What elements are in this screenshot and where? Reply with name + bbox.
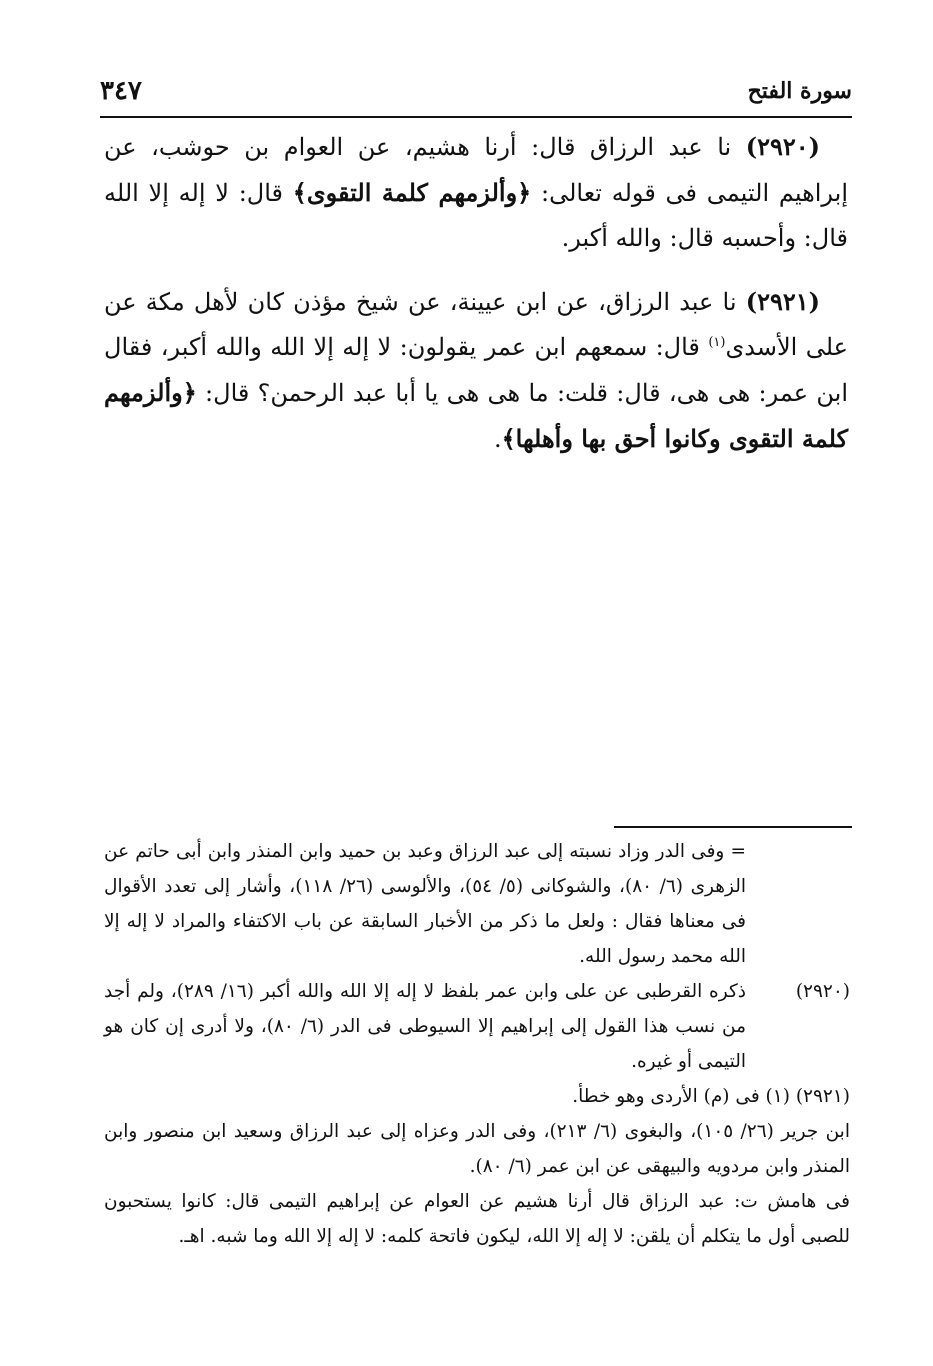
footnote-text: ابن جرير (٢٦/ ١٠٥)، والبغوى (٦/ ٢١٣)، وفى الدر وعزاه إلى عبد الرزاق وسعيد ابن منصور وابن المنذر وابن مردويه والبيهقى عن ابن عمر (٦/ ٨٠). <box>104 1121 850 1177</box>
header-rule <box>100 116 852 118</box>
hadith-number: (٢٩٢٠) <box>745 132 820 161</box>
surah-title: سورة الفتح <box>747 78 852 104</box>
hadith-text: قال: سمعهم ابن عمر يقولون: لا إله إلا الله والله أكبر، فقال ابن عمر: هى هى، قال: قلت: ما هى هى يا أبا عبد الرحمن؟ قال: <box>104 333 848 407</box>
hadith-2920 <box>104 124 848 261</box>
footnote-label: (٢٩٢٠) <box>795 981 850 1002</box>
footnote-text: = وفى الدر وزاد نسبته إلى عبد الرزاق وعبد بن حميد وابن المنذر وابن أبى حاتم عن الزهرى (٦/ ٨٠)، والشوكانى (٥/ ٥٤)، والألوسى (٢٦/ ١١٨)، وأشار إلى تعدد الأقوال فى معناها فقال : ولعل ما ذكر من الأخبار السابقة عن باب الاكتفاء والمراد لا إله إلا الله محمد رسول الله. <box>104 841 747 967</box>
hadith-text: نا عبد الرزاق قال: أرنا هشيم، عن العوام بن حوشب، عن إبراهيم التيمى فى قوله تعالى: <box>104 133 849 207</box>
footnote-text: (١) فى (م) الأردى وهو خطأ. <box>572 1086 790 1107</box>
running-header <box>100 72 852 112</box>
main-text <box>104 124 848 480</box>
footnotes <box>104 834 850 1254</box>
footnote-continued <box>104 834 850 974</box>
footnote-rule <box>614 826 852 828</box>
hadith-text: قال: لا إله إلا الله قال: وأحسبه قال: والله أكبر. <box>104 179 848 252</box>
footnote-label: (٢٩٢١) <box>795 1086 850 1107</box>
hadith-number: (٢٩٢١) <box>745 287 820 316</box>
footnote-2921-body <box>104 1114 850 1184</box>
hadith-2921 <box>104 279 848 462</box>
quran-quote: ﴿وألزمهم كلمة التقوى وكانوا أحق بها وأهلها﴾ <box>104 378 848 453</box>
footnote-text: ذكره القرطبى عن على وابن عمر بلفظ لا إله إلا الله والله أكبر (١٦/ ٢٨٩)، ولم أجد من نسب هذا القول إلى إبراهيم إلا السيوطى فى الدر (٦/ ٨٠)، ولا أدرى إن كان هو التيمى أو غيره. <box>104 981 746 1072</box>
footnote-marker: (١) <box>708 335 726 350</box>
hadith-text: نا عبد الرزاق، عن ابن عيينة، عن شيخ مؤذن كان لأهل مكة عن على الأسدى <box>104 288 848 361</box>
footnote-text: فى هامش ت: عبد الرزاق قال أرنا هشيم عن العوام عن إبراهيم التيمى قال: كانوا يستحبون للصبى أول ما يتكلم أن يلقن: لا إله إلا الله، ليكون فاتحة كلمه: لا إله إلا الله وما شبه. اهـ. <box>104 1191 850 1247</box>
footnote-2921-margin <box>104 1184 850 1254</box>
footnote-2921-head <box>104 1079 850 1114</box>
quran-quote: ﴿وألزمهم كلمة التقوى﴾ <box>292 178 532 207</box>
footnote-2920 <box>104 974 850 1079</box>
hadith-text: . <box>493 425 502 453</box>
page-number: ٣٤٧ <box>100 76 142 106</box>
